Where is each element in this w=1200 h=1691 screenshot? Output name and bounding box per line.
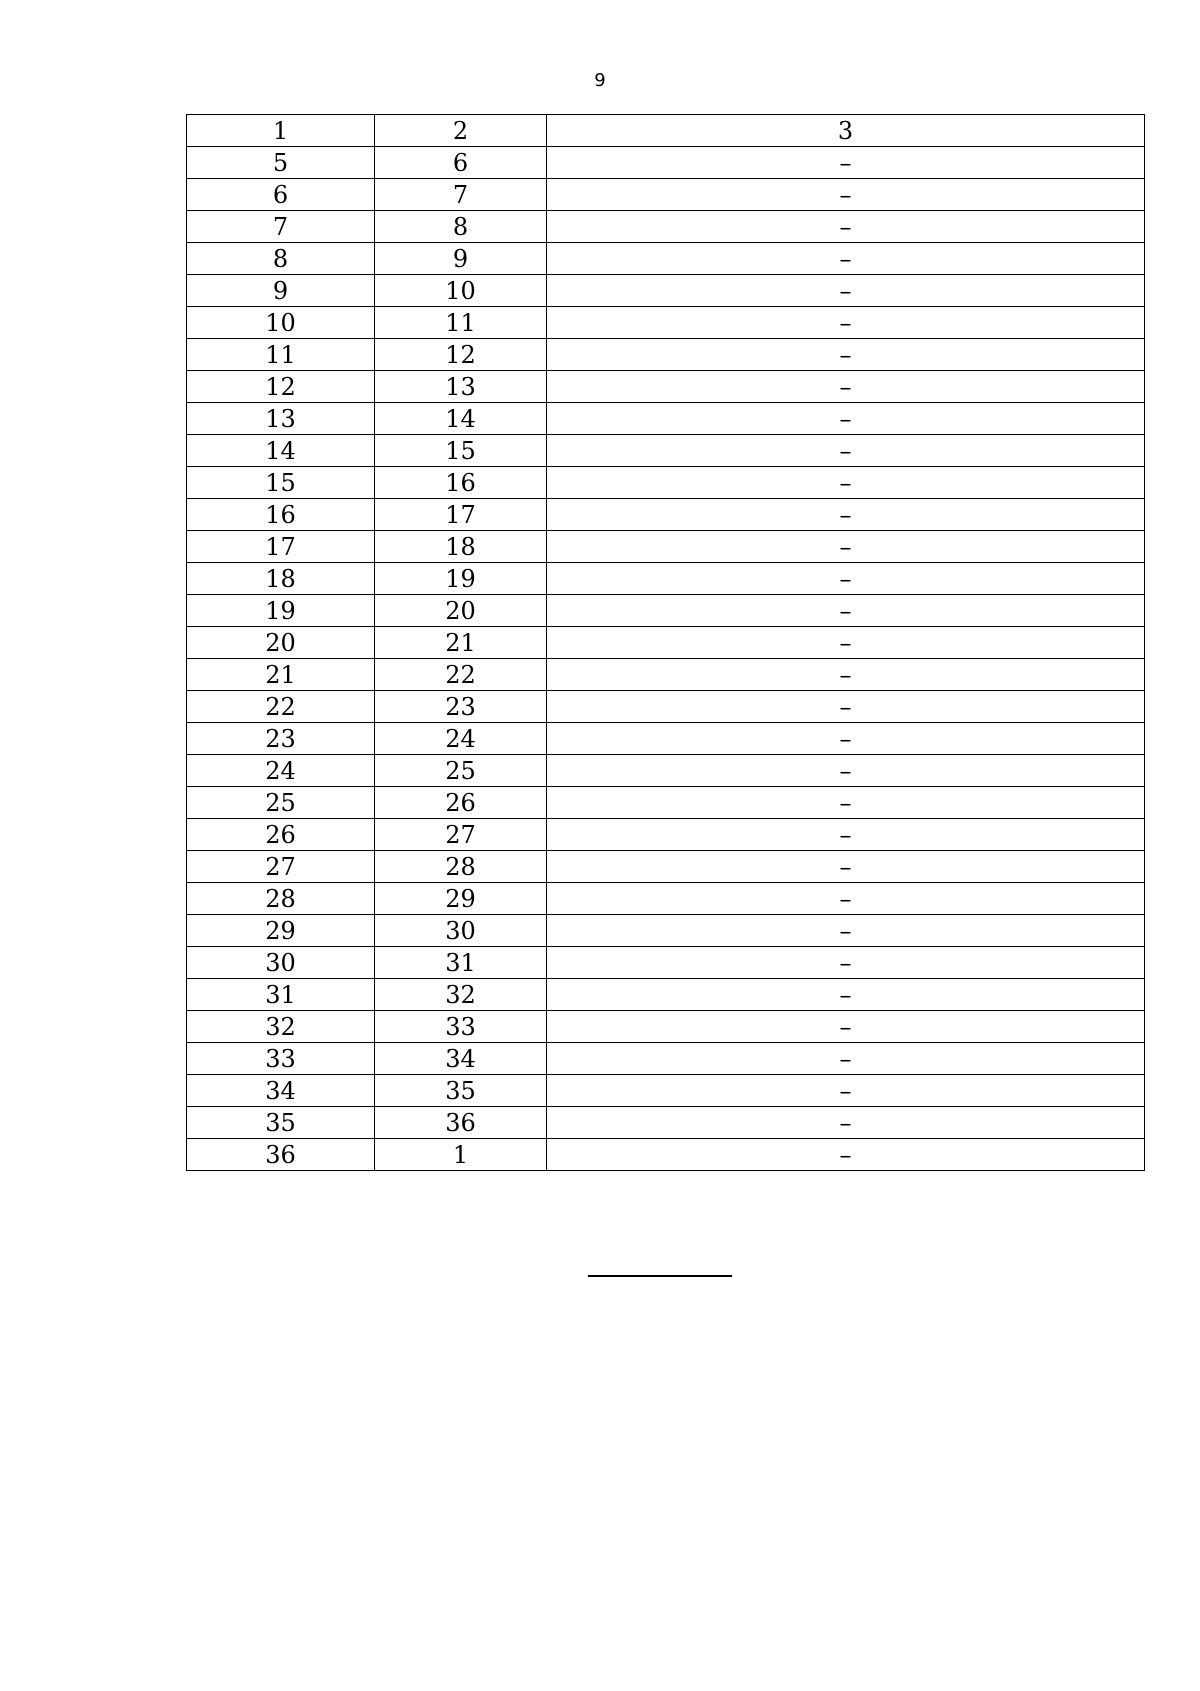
table-cell-col1: 22	[187, 691, 375, 723]
table-row	[187, 211, 1145, 243]
table-row	[187, 883, 1145, 915]
table-row	[187, 723, 1145, 755]
table-cell-col3: –	[547, 979, 1145, 1011]
table-cell-col1: 28	[187, 883, 375, 915]
table-cell-col1: 17	[187, 531, 375, 563]
table-cell-col2: 12	[375, 339, 547, 371]
table-cell-col2: 10	[375, 275, 547, 307]
table-cell-col2: 9	[375, 243, 547, 275]
table-cell-col1: 13	[187, 403, 375, 435]
table-cell-col3: –	[547, 499, 1145, 531]
table-cell-col3: –	[547, 211, 1145, 243]
table-cell-col3: –	[547, 371, 1145, 403]
table-cell-col2: 17	[375, 499, 547, 531]
table-cell-col2: 35	[375, 1075, 547, 1107]
table-cell-col1: 30	[187, 947, 375, 979]
table-cell-col2: 28	[375, 851, 547, 883]
table-cell-col3: –	[547, 819, 1145, 851]
table-cell-col1: 34	[187, 1075, 375, 1107]
table-cell-col1: 26	[187, 819, 375, 851]
table-cell-col2: 7	[375, 179, 547, 211]
table-cell-col2: 24	[375, 723, 547, 755]
table-cell-col2: 36	[375, 1107, 547, 1139]
table-cell-col1: 14	[187, 435, 375, 467]
table-cell-col2: 33	[375, 1011, 547, 1043]
table-row	[187, 275, 1145, 307]
table-row	[187, 851, 1145, 883]
table-row	[187, 371, 1145, 403]
table-row	[187, 563, 1145, 595]
table-cell-col1: 6	[187, 179, 375, 211]
table-cell-col3: –	[547, 531, 1145, 563]
table-row	[187, 659, 1145, 691]
table-cell-col1: 10	[187, 307, 375, 339]
table-cell-col2: 22	[375, 659, 547, 691]
table-cell-col3: –	[547, 915, 1145, 947]
table-row	[187, 403, 1145, 435]
table-cell-col1: 36	[187, 1139, 375, 1171]
table-cell-col2: 30	[375, 915, 547, 947]
end-rule	[588, 1275, 732, 1277]
table-cell-col2: 18	[375, 531, 547, 563]
table-cell-col1: 12	[187, 371, 375, 403]
table-row	[187, 787, 1145, 819]
table-cell-col1: 15	[187, 467, 375, 499]
table-cell-col3: –	[547, 1075, 1145, 1107]
table-cell-col3: –	[547, 627, 1145, 659]
table-cell-col2: 23	[375, 691, 547, 723]
table-row	[187, 339, 1145, 371]
table-cell-col1: 25	[187, 787, 375, 819]
table-cell-col1: 20	[187, 627, 375, 659]
table-cell-col1: 11	[187, 339, 375, 371]
table-cell-col2: 1	[375, 1139, 547, 1171]
table-cell-col3: –	[547, 307, 1145, 339]
table-cell-col2: 32	[375, 979, 547, 1011]
table-cell-col3: –	[547, 659, 1145, 691]
table-cell-col1: 9	[187, 275, 375, 307]
table-cell-col1: 8	[187, 243, 375, 275]
table-cell-col2: 16	[375, 467, 547, 499]
table-cell-col3: –	[547, 275, 1145, 307]
table-row	[187, 819, 1145, 851]
table-cell-col3: –	[547, 435, 1145, 467]
table-cell-col3: –	[547, 339, 1145, 371]
table-cell-col2: 15	[375, 435, 547, 467]
table-cell-col2: 34	[375, 1043, 547, 1075]
table-cell-col3: –	[547, 1107, 1145, 1139]
table-row	[187, 595, 1145, 627]
table-cell-col2: 11	[375, 307, 547, 339]
table-cell-col1: 7	[187, 211, 375, 243]
table-cell-col2: 6	[375, 147, 547, 179]
table-cell-col3: –	[547, 595, 1145, 627]
table-cell-col1: 18	[187, 563, 375, 595]
table-cell-col1: 24	[187, 755, 375, 787]
table-row	[187, 435, 1145, 467]
table-cell-col1: 27	[187, 851, 375, 883]
table-cell-col3: –	[547, 1011, 1145, 1043]
table-row	[187, 755, 1145, 787]
table-row	[187, 947, 1145, 979]
table-cell-col3: –	[547, 787, 1145, 819]
table-cell-col1: 16	[187, 499, 375, 531]
table-cell-col1: 33	[187, 1043, 375, 1075]
table-cell-col3: –	[547, 883, 1145, 915]
table-row	[187, 147, 1145, 179]
table-cell-col3: –	[547, 755, 1145, 787]
table-row	[187, 627, 1145, 659]
table-cell-col1: 35	[187, 1107, 375, 1139]
table-row	[187, 307, 1145, 339]
table-cell-col3: –	[547, 851, 1145, 883]
table-row	[187, 915, 1145, 947]
table-cell-col3: –	[547, 563, 1145, 595]
table-cell-col2: 27	[375, 819, 547, 851]
table-cell-col2: 20	[375, 595, 547, 627]
table-cell-col3: –	[547, 1139, 1145, 1171]
table-row	[187, 467, 1145, 499]
table-row	[187, 179, 1145, 211]
page-number: 9	[594, 70, 606, 91]
table-cell-col3: –	[547, 1043, 1145, 1075]
table-cell-col3: –	[547, 243, 1145, 275]
table-row	[187, 979, 1145, 1011]
table-cell-col1: 29	[187, 915, 375, 947]
table-row	[187, 691, 1145, 723]
table-cell-col1: 5	[187, 147, 375, 179]
table-row	[187, 499, 1145, 531]
table-row	[187, 531, 1145, 563]
table-cell-col2: 19	[375, 563, 547, 595]
table-cell-col3: –	[547, 179, 1145, 211]
table-cell-col2: 13	[375, 371, 547, 403]
table-cell-col2: 26	[375, 787, 547, 819]
table-cell-col3: –	[547, 147, 1145, 179]
table-cell-col1: 19	[187, 595, 375, 627]
table-cell-col1: 23	[187, 723, 375, 755]
table-cell-col2: 2	[375, 115, 547, 147]
table-row	[187, 1011, 1145, 1043]
table-cell-col1: 31	[187, 979, 375, 1011]
table-body	[187, 115, 1145, 1171]
table-cell-col2: 21	[375, 627, 547, 659]
table-cell-col3: 3	[547, 115, 1145, 147]
table-cell-col2: 31	[375, 947, 547, 979]
table-cell-col1: 21	[187, 659, 375, 691]
table-cell-col2: 25	[375, 755, 547, 787]
table-row	[187, 1075, 1145, 1107]
table-cell-col3: –	[547, 403, 1145, 435]
table-cell-col2: 8	[375, 211, 547, 243]
table-row	[187, 243, 1145, 275]
table-cell-col2: 29	[375, 883, 547, 915]
table-cell-col2: 14	[375, 403, 547, 435]
table-cell-col3: –	[547, 947, 1145, 979]
table-header-row	[187, 115, 1145, 147]
table-row	[187, 1043, 1145, 1075]
data-table	[186, 114, 1145, 1171]
table-row	[187, 1107, 1145, 1139]
table-cell-col1: 1	[187, 115, 375, 147]
table-cell-col3: –	[547, 467, 1145, 499]
table-cell-col3: –	[547, 723, 1145, 755]
table-row	[187, 1139, 1145, 1171]
table-cell-col3: –	[547, 691, 1145, 723]
table-cell-col1: 32	[187, 1011, 375, 1043]
